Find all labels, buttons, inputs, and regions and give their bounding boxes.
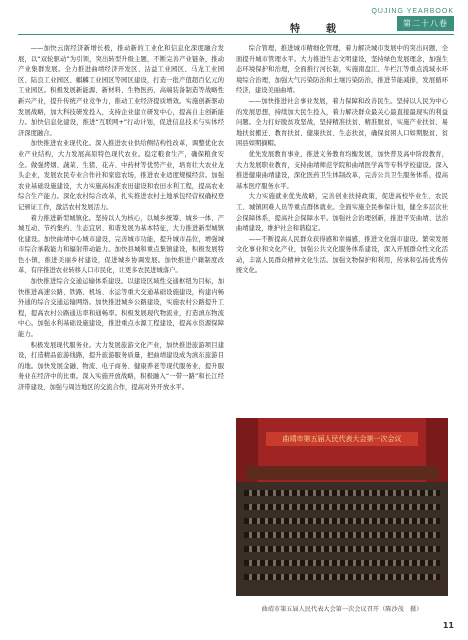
paragraph: 综合管理，推进城市精细化管理，着力解决城市发展中的突出问题，全面提升城市管理水平。大力推进生态文明建设，坚持绿色发展理念，加强生态环境保护和治理，全面推行河长制，实施南盘江、牛栏江等重点流域水环境综合治理，加强大气污染防治和土壤污染防治，推进节能减排，发展循环经济，建设美丽曲靖。 — [236, 45, 448, 95]
seat-row — [244, 546, 440, 552]
paragraph: 积极发展现代服务业。大力发展旅游文化产业，加快推进旅游项目建设，打造精品旅游线路，提升旅游服务质量，把曲靖建设成为滇东旅游目的地。加快发展金融、物流、电子商务、健康养老等现代服务业，提升服务业在经济中的比重。深入实施开放战略，积极融入“一带一路”和长江经济带建设，加强与周边地区的交流合作，提高对外开放水平。 — [18, 341, 224, 391]
seat-row — [244, 560, 440, 566]
paragraph: 优先发展教育事业，推进义务教育均衡发展，加快普及高中阶段教育，大力发展职业教育，支持曲靖师范学院和曲靖医学高等专科学校建设。深入推进健康曲靖建设，深化医药卫生体制改革，完善公共卫生服务体系，提高基本医疗服务水平。 — [236, 150, 448, 190]
yearbook-label: QUJING YEARBOOK — [371, 8, 454, 15]
podium — [246, 466, 438, 480]
page-header — [0, 0, 468, 40]
paragraph: ——加快推进社会事业发展，着力保障和改善民生。坚持以人民为中心的发展思想，持续加大民生投入，着力解决群众最关心最直接最现实的利益问题。全力打好脱贫攻坚战，坚持精准扶贫、精准脱贫，实施产业扶贫、易地扶贫搬迁、教育扶贫、健康扶贫、生态扶贫，确保贫困人口如期脱贫、贫困县如期摘帽。 — [236, 97, 448, 148]
seat-row — [244, 504, 440, 510]
seat-row — [244, 574, 440, 580]
header-divider — [18, 34, 454, 35]
issue-badge: 第二十八卷 — [397, 16, 454, 31]
audience-area — [236, 482, 448, 596]
conference-photo — [236, 418, 448, 596]
photo-caption: 曲靖市第五届人民代表大会第一次会议召开（陈沙茂 摄） — [261, 606, 423, 613]
page-number: 11 — [442, 621, 454, 630]
seat-row — [244, 518, 440, 524]
paragraph: ——加快云南经济新增长极，推动新的工业化和信息化深度融合发展，以“双轮驱动”为引领，突出转型升级主题，不断完善产业链条，推动产业集群发展。全力推进曲靖经济开发区、沾益工业园区、马龙工业园区、陆良工业园区、麒麟工业园区等园区建设，打造一批产值超百亿元的工业园区。积极发展新能源、新材料、生物医药、高端装备制造等战略性新兴产业，提升传统产业竞争力，推动工业经济提质增效。实施创新驱动发展战略，加大科技研发投入，支持企业建立研发中心，提高自主创新能力。加快信息化建设，推进“互联网+”行动计划，促进信息技术与实体经济深度融合。 — [18, 45, 224, 137]
paragraph: ——不断提高人民群众获得感和幸福感，推进文化强市建设。繁荣发展文化事业和文化产业，加强公共文化服务体系建设，深入开展群众性文化活动，丰富人民群众精神文化生活。加强文物保护和利用，传承和弘扬优秀传统文化。 — [236, 235, 448, 275]
paragraph: 着力推进新型城镇化。坚持以人为核心，以城乡统筹、城乡一体、产城互动、节约集约、生态宜居、和谐发展为基本特征，大力推进新型城镇化建设。加快曲靖中心城市建设，完善城市功能，提升城市品位，增强城市综合承载能力和辐射带动能力。加快县城和重点集镇建设，积极发展特色小镇，推进美丽乡村建设，促进城乡协调发展。加快推进户籍制度改革，有序推进农业转移人口市民化，让更多农民进城落户。 — [18, 214, 224, 275]
paragraph: 大力实施就业优先战略，完善创业扶持政策，促进高校毕业生、农民工、城镇困难人员等重点群体就业。全面实施全民参保计划，健全多层次社会保障体系，提高社会保障水平。加强社会治理创新，推进平安曲靖、法治曲靖建设，维护社会和谐稳定。 — [236, 193, 448, 233]
article-right-column — [236, 44, 448, 416]
section-title: 特 载 — [290, 24, 344, 35]
stage-banner: 曲靖市第五届人民代表大会第一次会议 — [266, 432, 418, 446]
seat-row — [244, 532, 440, 538]
paragraph: 加快推进综合交通运输体系建设。以建设区域性交通枢纽为目标，加快推进高速公路、铁路、机场、水运等重大交通基础设施建设，构建内畅外通的综合交通运输网络。加快推进城乡公路建设，实施农村公路提升工程，提高农村公路通达率和通畅率。积极发展现代物流业，打造滇东物流中心。加强水利基础设施建设，推进重点水源工程建设，提高水资源保障能力。 — [18, 278, 224, 339]
seat-row — [244, 490, 440, 496]
article-left-column — [18, 44, 224, 624]
paragraph: 加快推进农业现代化。深入推进农业供给侧结构性改革，调整优化农业产业结构，大力发展高原特色现代农业。稳定粮食生产，确保粮食安全。做强烤烟、蔬菜、生猪、花卉、中药材等优势产业，培育壮大农业龙头企业，发展农民专业合作社和家庭农场，推进农业适度规模经营。加强农业基础设施建设，大力实施高标准农田建设和农田水利工程，提高农业综合生产能力。深化农村综合改革，扎实推进农村土地承包经营权确权登记颁证工作，激活农村发展活力。 — [18, 140, 224, 211]
